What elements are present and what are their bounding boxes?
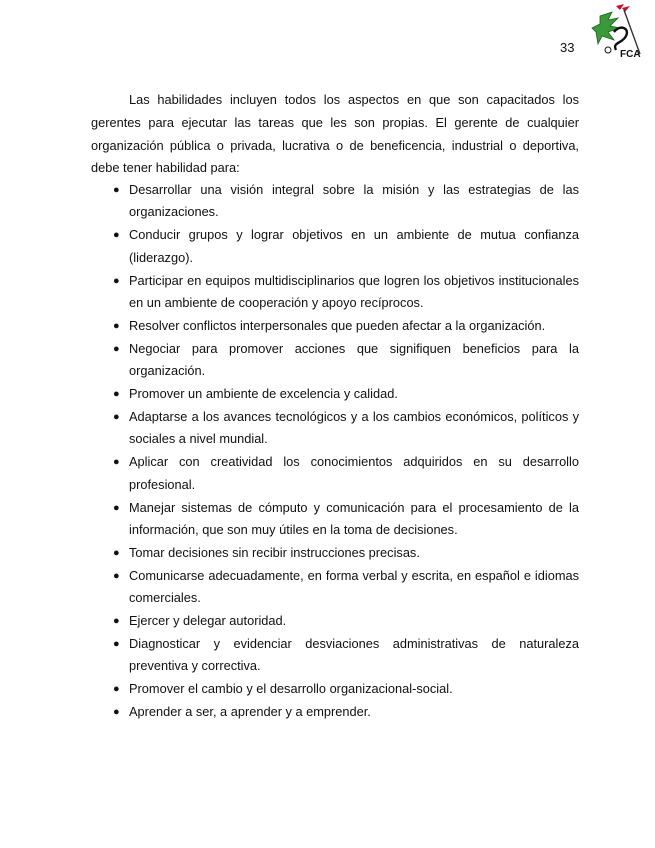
list-item: [91, 610, 579, 632]
list-item-text: Participar en equipos multidisciplinarios que logren los objetivos institucionales en un ambiente de cooperación y apoyo recíprocos.: [129, 272, 579, 310]
list-item-text: Conducir grupos y lograr objetivos en un ambiente de mutua confianza (liderazgo).: [129, 227, 579, 265]
list-item: [91, 383, 579, 405]
fca-logo: [590, 2, 652, 64]
list-item: [91, 633, 579, 678]
list-item-text: Aplicar con creatividad los conocimientos adquiridos en su desarrollo profesional.: [129, 454, 579, 492]
list-item-text: Manejar sistemas de cómputo y comunicación para el procesamiento de la información, que son muy útiles en la toma de decisiones.: [129, 499, 579, 537]
bullet-icon: ●: [113, 683, 120, 696]
list-item: [91, 701, 579, 723]
logo-text: FCA: [620, 49, 641, 60]
bullet-icon: ●: [113, 388, 120, 401]
bullet-icon: ●: [113, 184, 120, 196]
list-item: [91, 270, 579, 315]
list-item-text: Negociar para promover acciones que signifiquen beneficios para la organización.: [129, 340, 579, 379]
list-item: [91, 542, 579, 564]
bullet-icon: ●: [113, 706, 120, 719]
bullet-icon: ●: [113, 546, 120, 559]
list-item-text: Aprender a ser, a aprender y a emprender.: [129, 704, 371, 720]
list-item: [91, 315, 579, 337]
list-item: [91, 406, 579, 451]
list-item: [91, 565, 579, 610]
list-item: [91, 678, 579, 700]
bullet-icon: ●: [113, 501, 120, 514]
bullet-icon: ●: [113, 411, 120, 424]
bullet-icon: ●: [113, 569, 120, 582]
intro-paragraph: Las habilidades incluyen todos los aspectos en que son capacitados los gerentes para ejecutar las tareas que les son propias. El gerente de cualquier organización pública o privada, lucrativa o de beneficencia, industrial o deportiva, debe tener habilidad para:: [91, 92, 579, 176]
list-item: [91, 179, 579, 224]
bullet-icon: ●: [113, 615, 120, 628]
list-item-text: Tomar decisiones sin recibir instrucciones precisas.: [129, 544, 420, 560]
list-item-text: Comunicarse adecuadamente, en forma verbal y escrita, en español e idiomas comerciales.: [129, 567, 579, 606]
list-item-text: Desarrollar una visión integral sobre la misión y las estrategias de las organizaciones.: [129, 182, 579, 220]
list-item: [91, 338, 579, 383]
list-item-text: Promover el cambio y el desarrollo organizacional-social.: [129, 681, 453, 697]
list-item: [91, 497, 579, 542]
list-item-text: Adaptarse a los avances tecnológicos y a los cambios económicos, políticos y sociales a nivel mundial.: [129, 409, 579, 447]
list-item-text: Promover un ambiente de excelencia y calidad.: [129, 386, 398, 402]
bullet-icon: ●: [113, 456, 120, 469]
bullet-icon: ●: [113, 229, 120, 242]
list-item-text: Diagnosticar y evidenciar desviaciones administrativas de naturaleza preventiva y correctiva.: [129, 636, 579, 674]
list-item: [91, 451, 579, 496]
bullet-icon: ●: [113, 274, 120, 287]
bullet-icon: ●: [113, 319, 120, 332]
list-item: [91, 224, 579, 269]
skills-list: [91, 179, 579, 724]
bullet-icon: ●: [113, 342, 120, 355]
list-item-text: Resolver conflictos interpersonales que pueden afectar a la organización.: [129, 317, 546, 333]
bullet-icon: ●: [113, 638, 120, 651]
list-item-text: Ejercer y delegar autoridad.: [129, 613, 287, 629]
page-number: 33: [560, 40, 575, 55]
